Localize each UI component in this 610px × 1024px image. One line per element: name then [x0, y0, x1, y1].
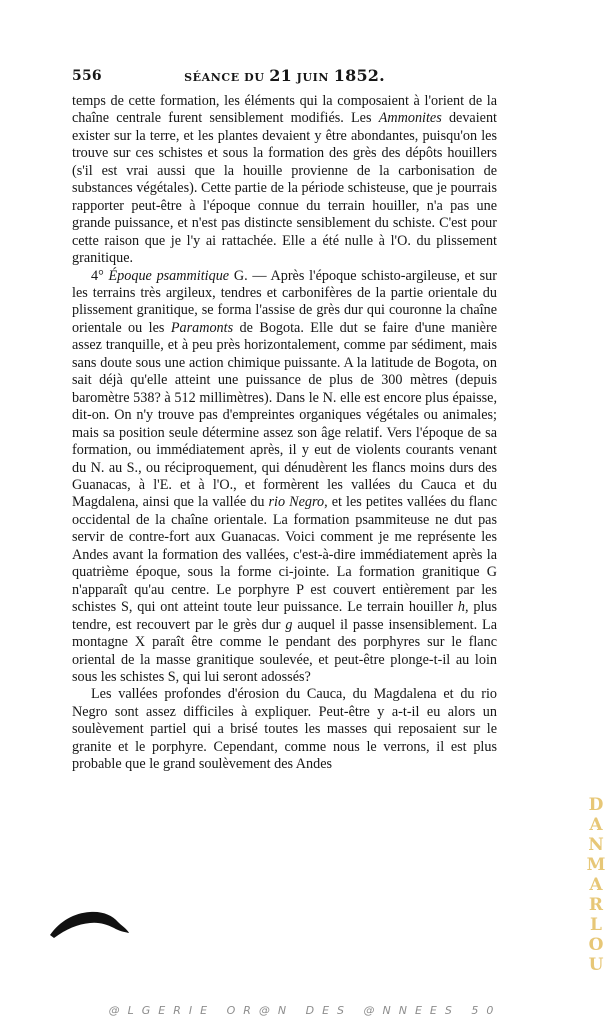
paragraph-epoque-psammitique: 4° Époque psammitique G. — Après l'époque schisto-argileuse, et sur les terrains très argileux, tendres et carbonifères de la partie orientale du plissement granitique, se forma l'assise de grès dur qui couronne la chaîne orientale ou les Paramonts de Bogota. Elle dut se faire d'une manière assez tranquille, et à peu près horizontalement, comme par sédiment, mais sans doute sous une action chimique puissante. A la latitude de Bogota, on sait déjà qu'elle atteint une puissance de plus de 300 mètres (depuis baromètre 538? à 512 millimètres). Dans le N. elle est encore plus épaisse, dit-on. On n'y trouve pas d'empreintes organiques végétales ou animales; mais sa position seule détermine assez son âge relatif. Vers l'époque de sa formation, ou immédiatement après, il y eut de violents courants venant du N. au S., ou réciproquement, qui dénudèrent les flancs moins durs des Guanacas, à l'E. et à l'O., et formèrent les vallées du Cauca et du Magdalena, ainsi que la vallée du rio Negro, et les petites vallées du flanc occidental de la chaîne orientale. La formation psammiteuse ne dut pas servir de contre-fort aux Guanacas. Voici comment je me représente les Andes avant la formation des vallées, c'est-à-dire immédiatement après la quatrième époque, sous la forme ci-jointe. La formation granitique G n'apparaît qu'au centre. Le porphyre P est couvert entièrement par les schistes S, qui ont atteint toute leur puissance. Le terrain houiller h, plus tendre, est recouvert par le grès dur g auquel il passe insensiblement. La montagne X paraît être comme le pendant des porphyres sur le flanc oriental de la masse granitique soulevée, et peut-être plonge-t-il au loin sous les schistes S, qui lui seront adossés?	[72, 267, 497, 685]
header-title	[72, 66, 497, 85]
body-text	[72, 93, 497, 774]
side-watermark: DANMARLOU	[586, 795, 606, 975]
header-title-year: 1852.	[333, 66, 385, 85]
header-title-day: 21	[269, 66, 292, 85]
page-number: 556	[72, 68, 102, 84]
running-header	[72, 66, 497, 86]
header-title-prefix: SÉANCE DU	[184, 71, 265, 84]
paragraph-vallees: Les vallées profondes d'érosion du Cauca, du Magdalena et du rio Negro sont assez difficiles à expliquer. Peut-être y a-t-il eu alors un soulèvement partiel qui a brisé toutes les masses qui reposaient sur le granite et le porphyre. Cependant, comme nous le verrons, il est plus probable que le grand soulèvement des Andes	[72, 686, 497, 773]
header-title-month: JUIN	[296, 71, 330, 84]
ink-brush-stroke	[48, 905, 130, 939]
paragraph-continuation: temps de cette formation, les éléments qui la composaient à l'orient de la chaîne centrale furent sensiblement modifiés. Les Ammonites devaient exister sur la terre, et les plantes devaient y être abondantes, puisqu'on les trouve sur ces schistes et sous la formation des grès des dépôts houillers (s'il est vrai aussi que la houille provienne de la carbonisation de substances végétales). Cette partie de la période schisteuse, que je pourrais rapporter peut-être à l'époque connue du terrain houiller, n'a pas une grande puissance, et n'est pas distincte sensiblement du schiste. C'est pour cette raison que je l'y ai rattachée. Elle a été nulle à l'O. du plissement granitique.	[72, 93, 497, 267]
footer-watermark: @LGERIE OR@N DES @NNEES 50	[108, 1004, 502, 1017]
